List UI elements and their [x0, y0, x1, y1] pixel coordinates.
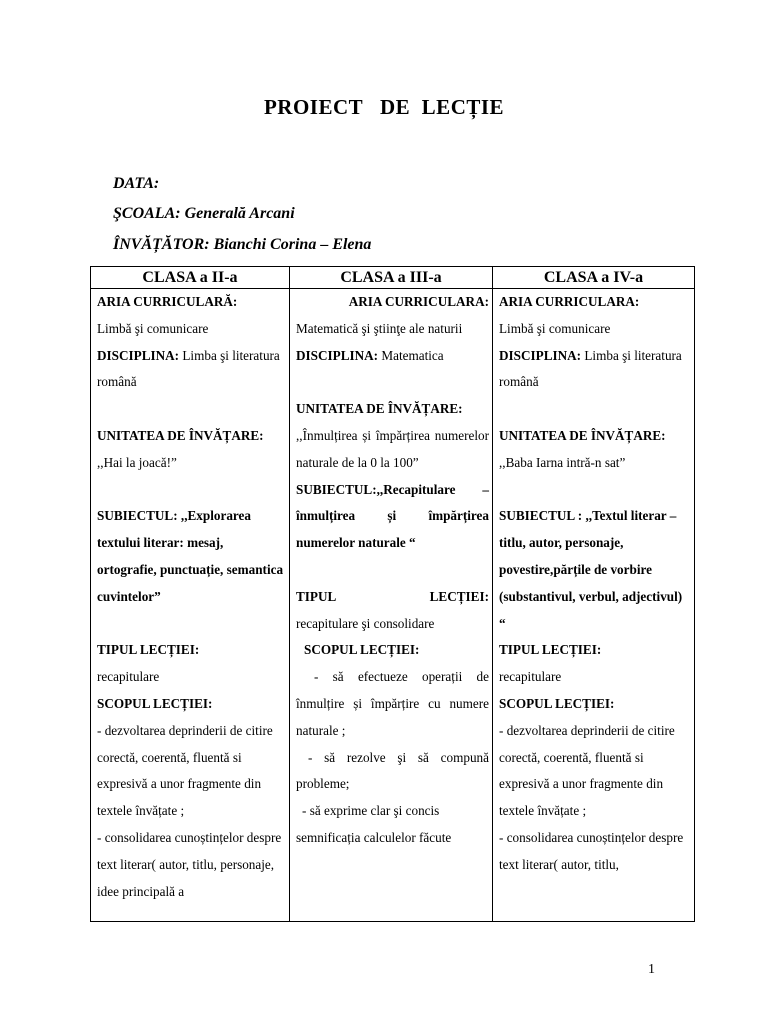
disciplina-label: DISCIPLINA: [499, 347, 582, 363]
header-row [91, 267, 695, 289]
unitatea-label: UNITATEA DE ÎNVĂȚARE: [97, 427, 264, 443]
disciplina [499, 343, 691, 397]
scopul-item: - dezvoltarea deprinderii de citire corectă, coerentă, fluentă si expresivă a unor fragmente din textele învățate ; [499, 722, 675, 819]
aria-value: Matematică şi ştiinţe ale naturii [296, 320, 463, 336]
subiectul: SUBIECTUL: ,,Explorarea textului literar: mesaj, ortografie, punctuație, semantica cuvintelor” [97, 508, 284, 604]
header-class-3: CLASA a III-a [290, 267, 493, 289]
tipul-value: recapitulare şi consolidare [296, 615, 435, 631]
scopul-label: SCOPUL LECȚIEI: [499, 695, 615, 711]
unitatea-label: UNITATEA DE ÎNVĂȚARE: [499, 427, 666, 443]
disciplina [296, 343, 489, 370]
disciplina-value: Limba şi literatura română [97, 347, 280, 390]
column-class-2 [91, 289, 290, 922]
unitatea-label [296, 396, 489, 423]
header-class-2: CLASA a II-a [91, 267, 290, 289]
content-row [91, 289, 695, 922]
lesson-table [90, 266, 695, 922]
unitatea-value: ,,Înmulțirea și împărțirea numerelor naturale de la 0 la 100” [296, 427, 489, 470]
unitatea-value: ,,Hai la joacă!” [97, 454, 177, 470]
page-number: 1 [648, 962, 655, 977]
teacher-line: ÎNVĂȚĂTOR: Bianchi Corina – Elena [113, 236, 372, 253]
aria-label: ARIA CURRICULARA: [348, 294, 489, 309]
aria-label: ARIA CURRICULARĂ: [97, 294, 238, 309]
scopul-item: - consolidarea cunoștințelor despre text literar( autor, titlu, [499, 829, 684, 872]
scopul-item: - consolidarea cunoștințelor despre text literar( autor, titlu, personaje, idee principală a [97, 829, 282, 899]
unitatea-value: ,,Baba Iarna intră-n sat” [499, 454, 626, 470]
scopul-item: - să rezolve şi să compună probleme; [296, 749, 489, 792]
column-class-3 [290, 289, 493, 922]
aria-label: ARIA CURRICULARA: [499, 294, 640, 309]
column-class-4 [493, 289, 695, 922]
disciplina-label: DISCIPLINA: [97, 347, 180, 363]
scopul-label: SCOPUL LECȚIEI: [97, 695, 213, 711]
aria-value: Limbă şi comunicare [499, 320, 611, 336]
scopul-item: - dezvoltarea deprinderii de citire corectă, coerentă, fluentă si expresivă a unor fragmente din textele învățate ; [97, 722, 273, 819]
subiectul: SUBIECTUL:,,Recapitulare – înmulțirea și împărțirea numerelor naturale “ [296, 481, 489, 551]
scopul-label: SCOPUL LECȚIEI: [304, 642, 420, 658]
tipul-value: recapitulare [97, 669, 160, 685]
school-line: ŞCOALA: Generală Arcani [113, 205, 295, 222]
disciplina-value: Limba şi literatura română [499, 347, 682, 390]
page-title: PROIECT DE LECȚIE [263, 95, 505, 119]
subiectul: SUBIECTUL : ,,Textul literar – titlu, autor, personaje, povestire,părțile de vorbire (substantivul, verbul, adjectivul) “ [499, 508, 683, 631]
disciplina-value: Matematica [378, 347, 444, 363]
unitatea-label-text: UNITATEA DE ÎNVĂȚARE: [296, 401, 463, 417]
scopul-item: - să efectueze operații de înmulțire și împărțire cu numere naturale ; [296, 669, 489, 738]
aria-value: Limbă şi comunicare [97, 320, 209, 336]
date-label: DATA: [113, 175, 160, 192]
disciplina [97, 343, 286, 397]
scopul-item: - să exprime clar şi concis semnificația calculelor făcute [296, 803, 452, 845]
tipul-label: TIPUL LECȚIEI: [499, 642, 602, 658]
disciplina-label: DISCIPLINA: [296, 347, 379, 363]
header-class-4: CLASA a IV-a [493, 267, 695, 289]
tipul-label: TIPUL LECȚIEI: [296, 588, 489, 604]
tipul-value: recapitulare [499, 669, 562, 685]
tipul-label: TIPUL LECȚIEI: [97, 642, 200, 658]
